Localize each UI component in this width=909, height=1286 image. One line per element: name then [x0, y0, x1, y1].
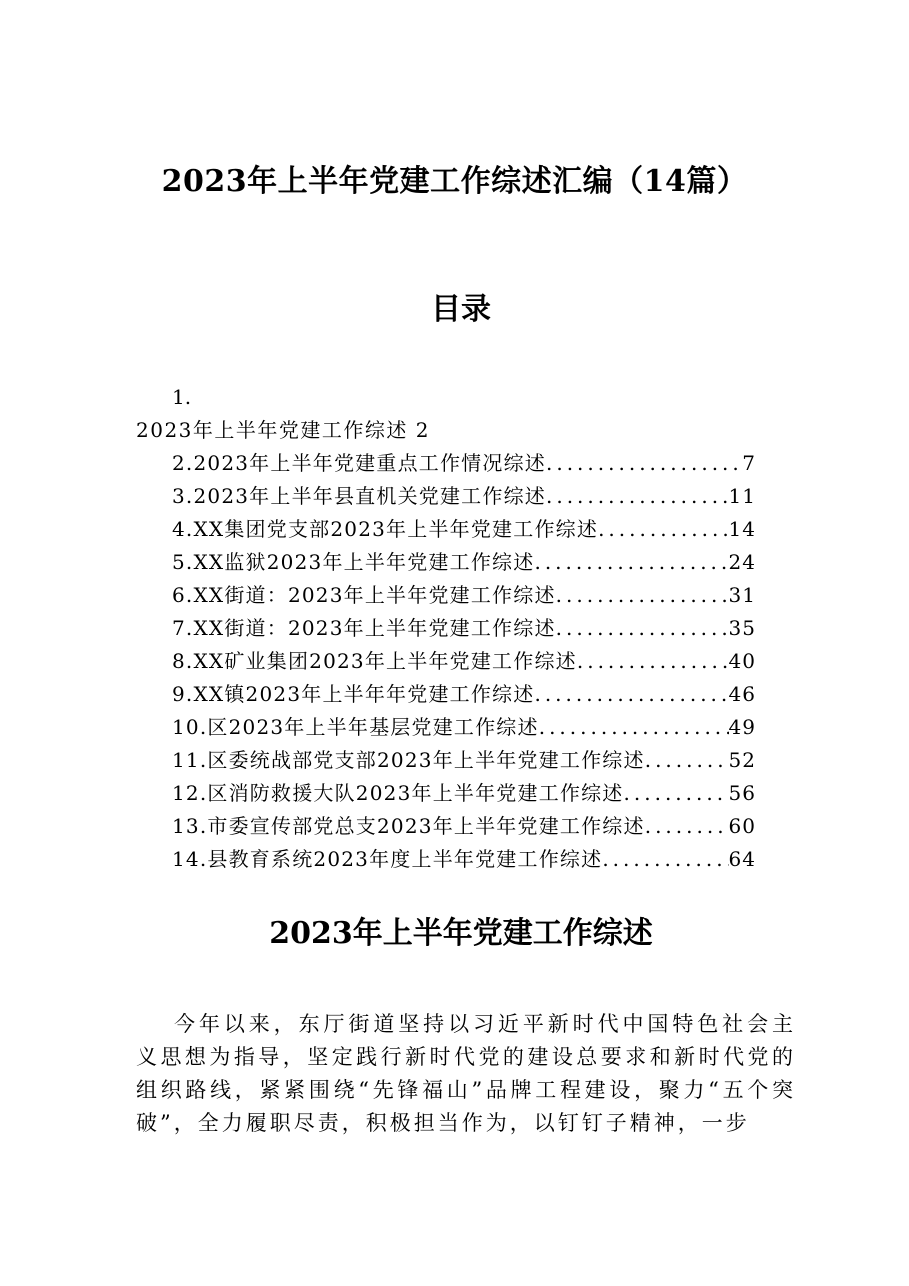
toc-entry[interactable]	[172, 447, 756, 480]
toc-entry-page-number: 14	[728, 517, 756, 541]
toc-entry-1-text[interactable]: 2023年上半年党建工作综述 2	[136, 418, 430, 442]
toc-entry[interactable]	[172, 711, 756, 744]
toc-entry-page-number: 52	[728, 748, 756, 772]
toc-entry-page-number: 7	[742, 451, 756, 475]
toc-list	[136, 447, 756, 876]
toc-entry-title: 3.2023年上半年县直机关党建工作综述	[172, 484, 546, 508]
toc-entry-title: 14.县教育系统2023年度上半年党建工作综述	[172, 847, 603, 871]
toc-entry-page-number: 64	[728, 847, 756, 871]
table-of-contents	[136, 381, 756, 876]
toc-entry-title: 5.XX监狱2023年上半年党建工作综述	[172, 550, 535, 574]
toc-entry-page-number: 11	[728, 484, 756, 508]
toc-entry-title: 9.XX镇2023年上半年年党建工作综述	[172, 682, 535, 706]
toc-leader-dots	[602, 843, 728, 876]
toc-entry-title: 8.XX矿业集团2023年上半年党建工作综述	[172, 649, 577, 673]
toc-leader-dots	[539, 711, 729, 744]
toc-entry[interactable]	[172, 645, 756, 678]
toc-leader-dots	[577, 645, 729, 678]
toc-entry-page-number: 31	[728, 583, 756, 607]
toc-entry-1-number[interactable]: 1.	[172, 385, 192, 409]
toc-entry-title: 13.市委宣传部党总支2023年上半年党建工作综述	[172, 814, 645, 838]
toc-leader-dots	[546, 447, 742, 480]
document-title: 2023年上半年党建工作综述汇编（14篇）	[161, 164, 748, 199]
toc-entry[interactable]	[172, 546, 756, 579]
toc-leader-dots	[556, 612, 729, 645]
body-paragraph: 今年以来，东厅街道坚持以习近平新时代中国特色社会主义思想为指导，坚定践行新时代党的建设总要求和新时代党的组织路线，紧紧围绕“先锋福山”品牌工程建设，聚力“五个突破”，全力履职尽责，积极担当作为，以钉钉子精神，一步	[136, 1012, 796, 1135]
toc-entry-title: 10.区2023年上半年基层党建工作综述	[172, 715, 539, 739]
toc-entry-title: 11.区委统战部党支部2023年上半年党建工作综述	[172, 748, 645, 772]
toc-entry[interactable]	[172, 579, 756, 612]
toc-heading: 目录	[431, 292, 491, 327]
toc-entry[interactable]	[172, 678, 756, 711]
toc-entry-title: 4.XX集团党支部2023年上半年党建工作综述	[172, 517, 599, 541]
toc-entry-page-number: 35	[728, 616, 756, 640]
toc-entry[interactable]	[172, 513, 756, 546]
toc-leader-dots	[556, 579, 729, 612]
toc-entry[interactable]	[172, 480, 756, 513]
toc-entry-page-number: 60	[728, 814, 756, 838]
toc-entry-page-number: 56	[728, 781, 756, 805]
toc-entry[interactable]	[172, 843, 756, 876]
toc-leader-dots	[598, 513, 728, 546]
toc-leader-dots	[645, 744, 729, 777]
toc-leader-dots	[624, 777, 729, 810]
toc-entry-title: 12.区消防救援大队2023年上半年党建工作综述	[172, 781, 624, 805]
toc-entry-title: 2.2023年上半年党建重点工作情况综述	[172, 451, 546, 475]
toc-leader-dots	[534, 678, 728, 711]
toc-entry[interactable]	[172, 744, 756, 777]
toc-leader-dots	[534, 546, 728, 579]
toc-entry[interactable]	[172, 612, 756, 645]
toc-entry-title: 7.XX街道：2023年上半年党建工作综述	[172, 616, 556, 640]
section-title: 2023年上半年党建工作综述	[269, 916, 653, 951]
toc-entry-page-number: 24	[728, 550, 756, 574]
toc-leader-dots	[645, 810, 729, 843]
toc-entry-page-number: 40	[728, 649, 756, 673]
toc-entry[interactable]	[172, 777, 756, 810]
toc-entry-title: 6.XX街道：2023年上半年党建工作综述	[172, 583, 556, 607]
toc-entry-page-number: 49	[728, 715, 756, 739]
toc-leader-dots	[546, 480, 729, 513]
toc-entry[interactable]	[172, 810, 756, 843]
toc-entry-page-number: 46	[728, 682, 756, 706]
